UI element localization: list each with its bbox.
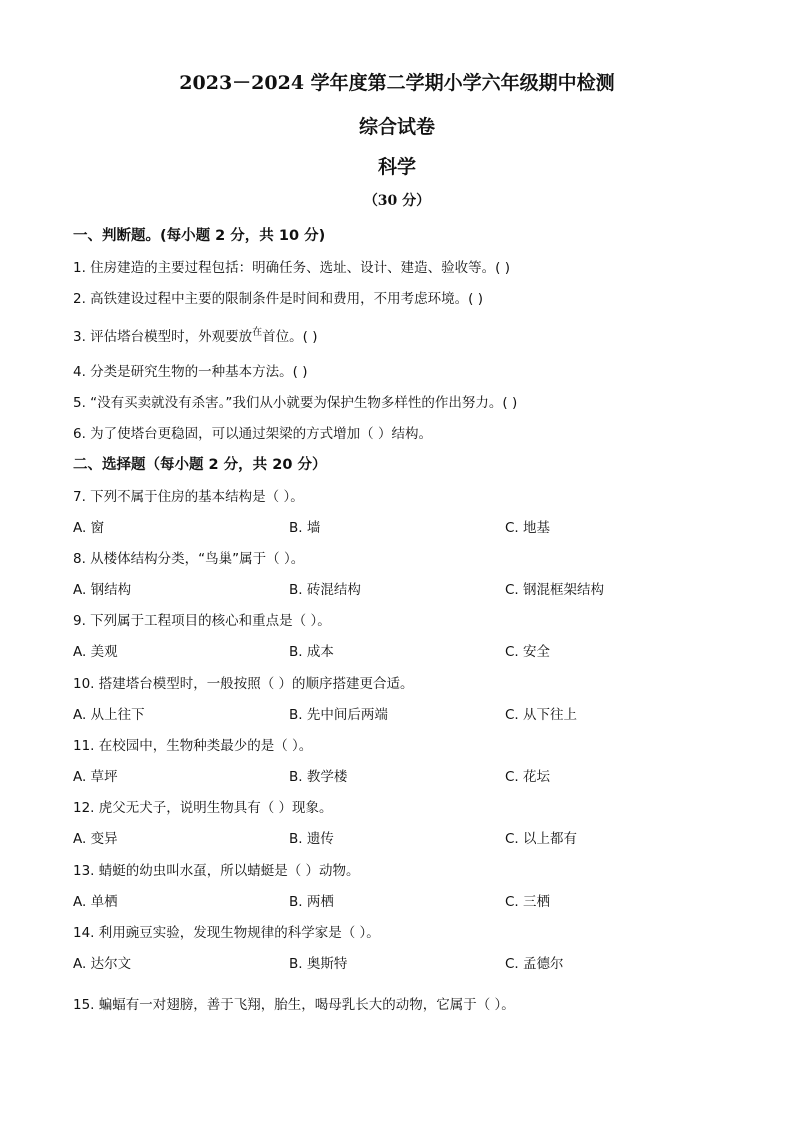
question-3 bbox=[73, 325, 318, 345]
question-6: 6. 为了使塔台更稳固，可以通过架梁的方式增加（ ）结构。 bbox=[73, 426, 432, 442]
subject-title: 科学 bbox=[377, 156, 416, 178]
question-1: 1. 住房建造的主要过程包括：明确任务、选址、设计、建造、验收等。( ) bbox=[73, 260, 510, 276]
option-a: A. 草坪 bbox=[73, 769, 118, 785]
option-a: A. 达尔文 bbox=[73, 956, 132, 972]
option-c: C. 以上都有 bbox=[505, 831, 578, 847]
option-b: B. 奥斯特 bbox=[289, 956, 348, 972]
option-c: C. 花坛 bbox=[505, 769, 551, 785]
question-5: 5. “没有买卖就没有杀害。”我们从小就要为保护生物多样性的作出努力。( ) bbox=[73, 395, 518, 411]
question-8: 8. 从楼体结构分类，“鸟巢”属于（ ）。 bbox=[73, 551, 305, 567]
exam-subtitle: 综合试卷 bbox=[358, 116, 435, 138]
option-c: C. 孟德尔 bbox=[505, 956, 564, 972]
option-b: B. 教学楼 bbox=[289, 769, 348, 785]
option-a: A. 钢结构 bbox=[73, 582, 132, 598]
question-4: 4. 分类是研究生物的一种基本方法。( ) bbox=[73, 364, 308, 380]
question-14: 14. 利用豌豆实验，发现生物规律的科学家是（ ）。 bbox=[73, 925, 380, 941]
option-b: B. 先中间后两端 bbox=[289, 707, 388, 723]
option-c: C. 钢混框架结构 bbox=[505, 582, 605, 598]
question-12: 12. 虎父无犬子，说明生物具有（ ）现象。 bbox=[73, 800, 333, 816]
option-c: C. 三栖 bbox=[505, 894, 551, 910]
section-true-false-title: 一、判断题。(每小题 2 分，共 10 分) bbox=[73, 228, 326, 244]
option-c: C. 从下往上 bbox=[505, 707, 578, 723]
option-c: C. 地基 bbox=[505, 520, 551, 536]
question-10: 10. 搭建塔台模型时，一般按照（ ）的顺序搭建更合适。 bbox=[73, 676, 414, 692]
score-total: （30 分） bbox=[363, 193, 431, 209]
question-9: 9. 下列属于工程项目的核心和重点是（ ）。 bbox=[73, 613, 331, 629]
question-2: 2. 高铁建设过程中主要的限制条件是时间和费用，不用考虑环境。( ) bbox=[73, 291, 483, 307]
option-b: B. 遗传 bbox=[289, 831, 334, 847]
question-11: 11. 在校园中，生物种类最少的是（ ）。 bbox=[73, 738, 313, 754]
question-3-text-b: 首位。( ) bbox=[262, 329, 318, 345]
question-3-text-a: 3. 评估塔台模型时，外观要放 bbox=[73, 329, 253, 345]
option-b: B. 砖混结构 bbox=[289, 582, 361, 598]
section-choice-title: 二、选择题（每小题 2 分，共 20 分） bbox=[73, 457, 327, 473]
option-a: A. 美观 bbox=[73, 644, 118, 660]
option-b: B. 成本 bbox=[289, 644, 334, 660]
option-c: C. 安全 bbox=[505, 644, 551, 660]
option-b: B. 墙 bbox=[289, 520, 321, 536]
option-a: A. 窗 bbox=[73, 520, 105, 536]
option-a: A. 单栖 bbox=[73, 894, 118, 910]
option-a: A. 变异 bbox=[73, 831, 118, 847]
option-b: B. 两栖 bbox=[289, 894, 334, 910]
question-3-correction: 在 bbox=[252, 327, 263, 338]
option-a: A. 从上往下 bbox=[73, 707, 145, 723]
exam-title: 2023－2024 学年度第二学期小学六年级期中检测 bbox=[179, 72, 615, 94]
question-7: 7. 下列不属于住房的基本结构是（ ）。 bbox=[73, 489, 304, 505]
question-15: 15. 蝙蝠有一对翅膀，善于飞翔，胎生，喝母乳长大的动物，它属于（ ）。 bbox=[73, 997, 515, 1013]
question-13: 13. 蜻蜓的幼虫叫水虿，所以蜻蜓是（ ）动物。 bbox=[73, 863, 360, 879]
